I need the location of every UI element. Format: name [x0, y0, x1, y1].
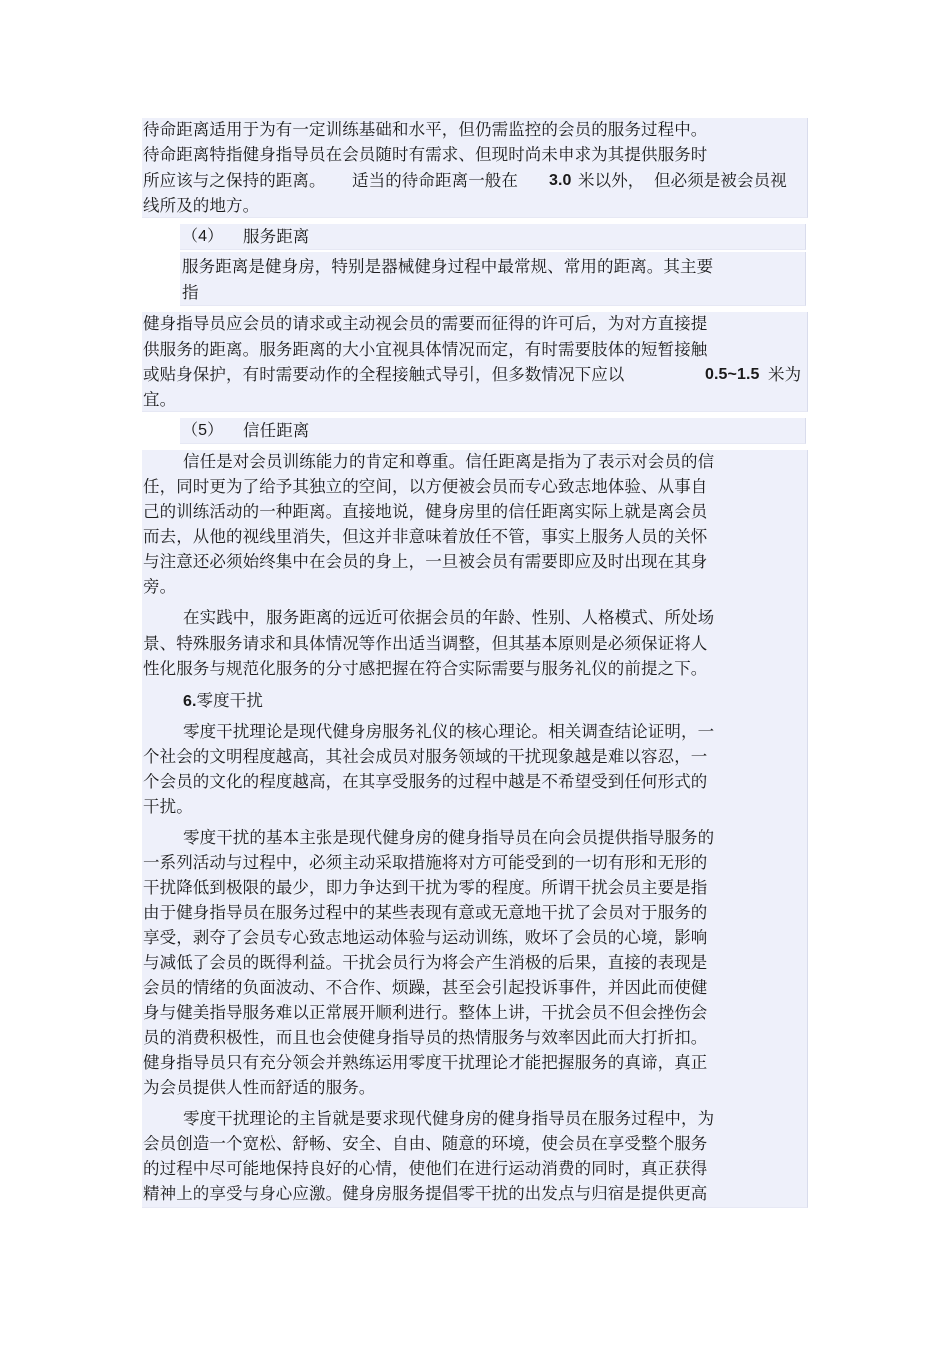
text-line: 为会员提供人性而舒适的服务。	[143, 1078, 376, 1097]
text-line: 会员的情绪的负面波动、不合作、烦躁，甚至会引起投诉事件，并因此而使健	[143, 978, 708, 997]
text-line: 会员创造一个宽松、舒畅、安全、自由、随意的环境，使会员在享受整个服务	[143, 1134, 708, 1153]
section-heading: 信任距离	[243, 421, 310, 440]
text-line: 而去，从他的视线里消失，但这并非意味着放任不管，事实上服务人员的关怀	[143, 527, 708, 546]
text-line: 宜。	[143, 390, 177, 409]
text-line: 适当的待命距离一般在	[352, 171, 518, 190]
text-line: 干扰。	[143, 797, 193, 816]
heading-number: 6.	[183, 693, 197, 710]
text-line: 信任是对会员训练能力的肯定和尊重。信任距离是指为了表示对会员的信	[183, 452, 715, 471]
text-line: 干扰降低到极限的最少，即力争达到干扰为零的程度。所谓干扰会员主要是指	[143, 878, 708, 897]
text-line: 性化服务与规范化服务的分寸感把握在符合实际需要与服务礼仪的前提之下。	[143, 659, 708, 678]
text-line: 由于健身指导员在服务过程中的某些表现有意或无意地干扰了会员对于服务的	[143, 903, 708, 922]
heading-number: （5）	[182, 422, 224, 439]
text-line: 员的消费积极性，而且也会使健身指导员的热情服务与效率因此而大打折扣。	[143, 1028, 708, 1047]
text-line: 一系列活动与过程中，必须主动采取措施将对方可能受到的一切有形和无形的	[143, 853, 708, 872]
text-line: 与注意还必须始终集中在会员的身上，一旦被会员有需要即应及时出现在其身	[143, 552, 708, 571]
text-line: 或贴身保护，有时需要动作的全程接触式导引，但多数情况下应以	[143, 365, 625, 384]
text-line: 身与健美指导服务难以正常展开顺利进行。整体上讲，干扰会员不但会挫伤会	[143, 1003, 708, 1022]
text-line: 健身指导员应会员的请求或主动视会员的需要而征得的许可后，为对方直接提	[143, 314, 708, 333]
text-line: 享受，剥夺了会员专心致志地运动体验与运动训练，败坏了会员的心境，影响	[143, 928, 708, 947]
text-line: 线所及的地方。	[143, 196, 260, 215]
distance-value: 0.5~1.5	[705, 366, 760, 383]
text-line: 米为	[768, 365, 802, 384]
text-line: 健身指导员只有充分领会并熟练运用零度干扰理论才能把握服务的真谛，真正	[143, 1053, 708, 1072]
text-line: 所应该与之保持的距离。	[143, 171, 326, 190]
text-line: 在实践中，服务距离的远近可依据会员的年龄、性别、人格模式、所处场	[183, 608, 715, 627]
section-heading	[183, 691, 263, 712]
text-line: 任，同时更为了给予其独立的空间，以方便被会员而专心致志地体验、从事自	[143, 477, 708, 496]
text-line: 个会员的文化的程度越高，在其享受服务的过程中越是不希望受到任何形式的	[143, 772, 708, 791]
text-line: 己的训练活动的一种距离。直接地说，健身房里的信任距离实际上就是离会员	[143, 502, 708, 521]
text-line: 零度干扰理论是现代健身房服务礼仪的核心理论。相关调查结论证明，一	[183, 722, 715, 741]
text-line: 服务距离是健身房，特别是器械健身过程中最常规、常用的距离。其主要	[182, 257, 714, 276]
text-line: 供服务的距离。服务距离的大小宜视具体情况而定，有时需要肢体的短暂接触	[143, 340, 708, 359]
text-line: 零度干扰的基本主张是现代健身房的健身指导员在向会员提供指导服务的	[183, 828, 715, 847]
heading-number: （4）	[182, 228, 224, 245]
text-line: 旁。	[143, 577, 177, 596]
text-line: 个社会的文明程度越高，其社会成员对服务领域的干扰现象越是难以容忍，一	[143, 747, 708, 766]
text-line: 待命距离特指健身指导员在会员随时有需求、但现时尚未申求为其提供服务时	[143, 145, 708, 164]
text-line: 但必须是被会员视	[654, 171, 787, 190]
text-line: 与减低了会员的既得利益。干扰会员行为将会产生消极的后果，直接的表现是	[143, 953, 708, 972]
heading-text: 零度干扰	[196, 691, 263, 710]
distance-value: 3.0	[549, 172, 572, 189]
text-line: 精神上的享受与身心应激。健身房服务提倡零干扰的出发点与归宿是提供更高	[143, 1184, 708, 1203]
text-line: 指	[182, 283, 199, 302]
text-line: 零度干扰理论的主旨就是要求现代健身房的健身指导员在服务过程中，为	[183, 1109, 715, 1128]
text-line: 的过程中尽可能地保持良好的心情，使他们在进行运动消费的同时，真正获得	[143, 1159, 708, 1178]
text-line: 景、特殊服务请求和具体情况等作出适当调整，但其基本原则是必须保证将人	[143, 634, 708, 653]
section-heading: 服务距离	[243, 227, 310, 246]
text-line: 待命距离适用于为有一定训练基础和水平，但仍需监控的会员的服务过程中。	[143, 120, 708, 139]
text-line: 米以外，	[578, 171, 645, 190]
